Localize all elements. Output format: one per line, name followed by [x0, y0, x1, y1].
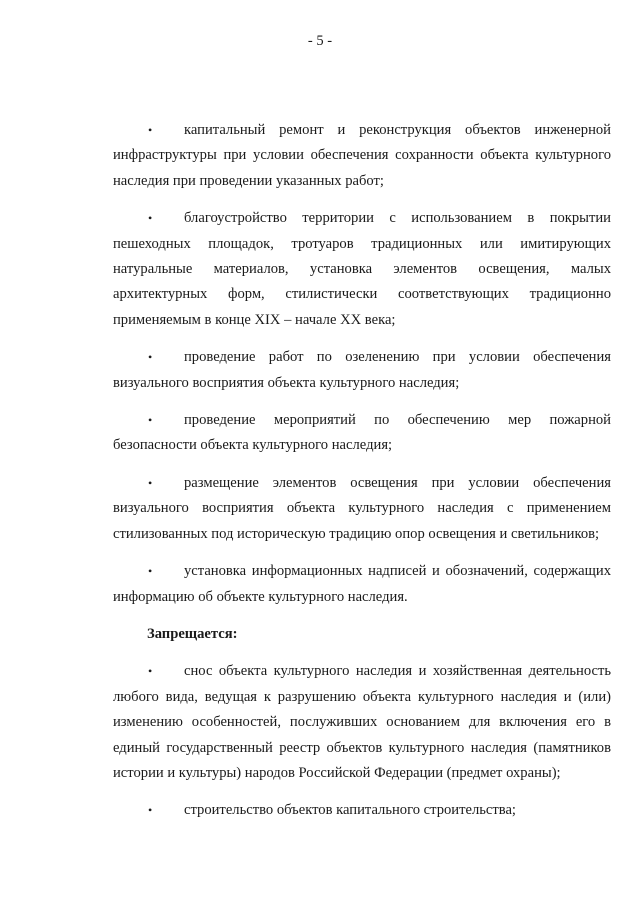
bullet-icon: •	[148, 475, 153, 490]
list-item	[113, 798, 611, 823]
bullet-icon: •	[148, 664, 153, 679]
bullet-icon: •	[148, 350, 153, 365]
list-item-text: размещение элементов освещения при условии обеспечения визуального восприятия объекта культурного наследия с применением стилизованных под историческую традицию опор освещения и светильников;	[113, 474, 611, 542]
list-item	[113, 118, 611, 194]
list-item	[113, 408, 611, 459]
bullet-icon: •	[148, 413, 153, 428]
bullet-icon: •	[148, 803, 153, 818]
list-item	[113, 559, 611, 610]
list-item	[113, 206, 611, 333]
list-item-text: проведение работ по озеленению при условии обеспечения визуального восприятия объекта культурного наследия;	[113, 349, 611, 391]
list-item-text: установка информационных надписей и обозначений, содержащих информацию об объекте культурного наследия.	[113, 563, 611, 605]
bullet-icon: •	[148, 123, 153, 137]
list-item	[113, 471, 611, 547]
bullet-icon: •	[148, 211, 153, 226]
list-item-text: снос объекта культурного наследия и хозяйственная деятельность любого вида, ведущая к разрушению объекта культурного наследия и (или) изменению особенностей, послуживших основанием для включения его в единый государственный реестр объектов культурного наследия (памятников истории и культуры) народов Российской Федерации (предмет охраны);	[113, 663, 611, 781]
section-heading: Запрещается:	[147, 625, 238, 642]
bullet-icon: •	[148, 564, 153, 579]
list-item	[113, 345, 611, 396]
document-body	[113, 118, 611, 836]
list-item-text: строительство объектов капитального строительства;	[184, 802, 516, 819]
list-item	[113, 659, 611, 786]
list-item-text: проведение мероприятий по обеспечению мер пожарной безопасности объекта культурного наследия;	[113, 412, 611, 454]
page-number: - 5 -	[307, 33, 333, 49]
list-item-text: благоустройство территории с использованием в покрытии пешеходных площадок, тротуаров традиционных или имитирующих натуральные материалов, установка элементов освещения, малых архитектурных форм, стилистически соответствующих традиционно применяемым в конце XIX – начале XX века;	[113, 210, 611, 328]
list-item-text: капитальный ремонт и реконструкция объектов инженерной инфраструктуры при условии обеспечения сохранности объекта культурного наследия при проведении указанных работ;	[113, 122, 611, 189]
